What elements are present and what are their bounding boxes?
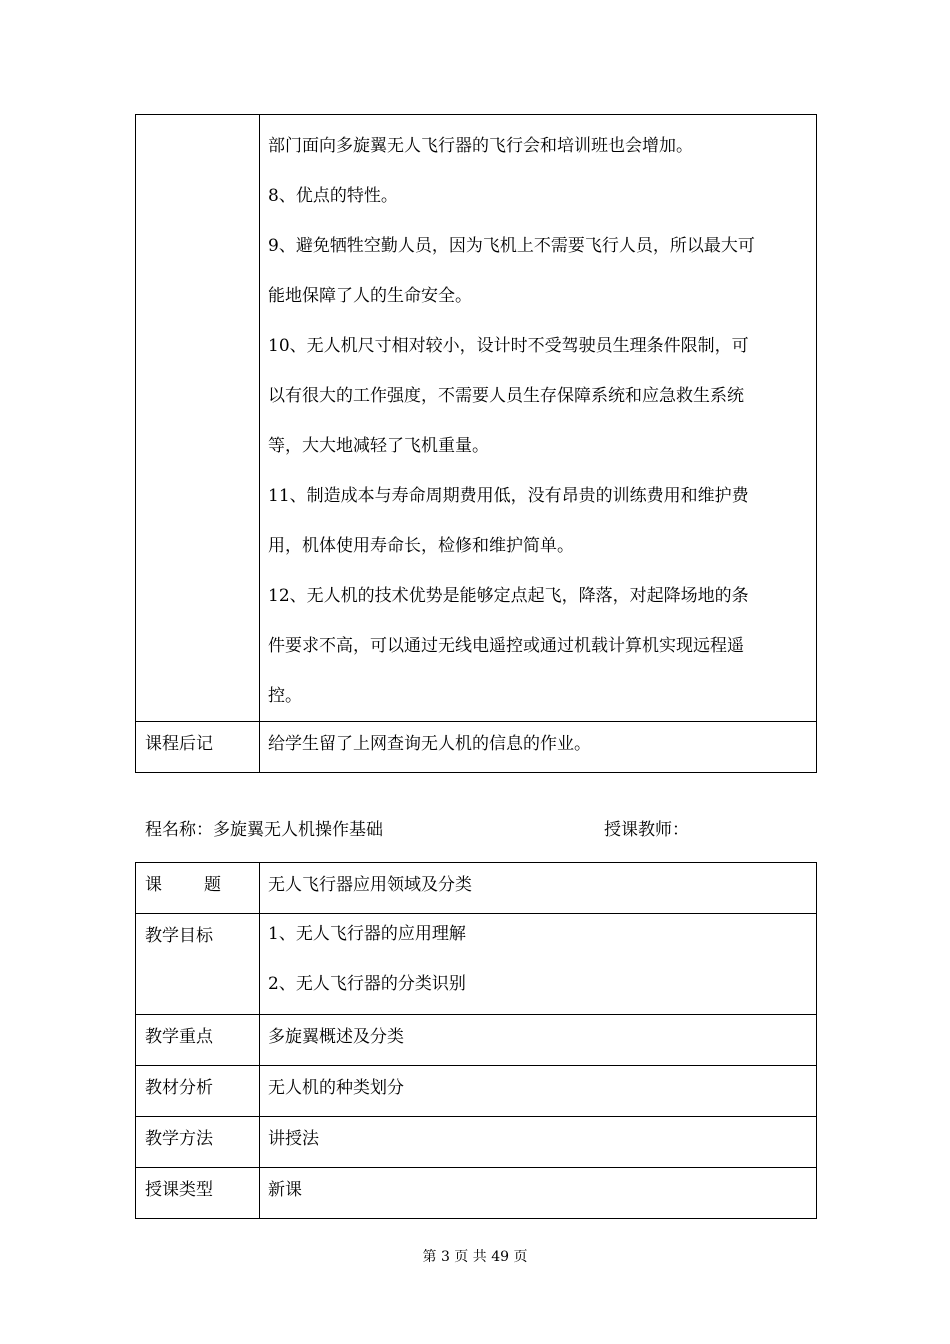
content-cell	[260, 115, 817, 722]
content-line: 8、优点的特性。	[268, 186, 398, 206]
analysis-value: 无人机的种类划分	[260, 1066, 817, 1117]
table-row	[136, 1117, 817, 1168]
content-line: 12、无人机的技术优势是能够定点起飞，降落，对起降场地的条	[268, 586, 749, 606]
content-line: 部门面向多旋翼无人飞行器的飞行会和培训班也会增加。	[268, 136, 693, 156]
table-row	[136, 914, 817, 1015]
content-line: 用，机体使用寿命长，检修和维护简单。	[268, 536, 574, 556]
method-value: 讲授法	[260, 1117, 817, 1168]
teacher-label: 授课教师：	[604, 820, 689, 840]
goal-label: 教学目标	[136, 914, 260, 1015]
content-line: 能地保障了人的生命安全。	[268, 286, 472, 306]
type-value: 新课	[260, 1168, 817, 1219]
method-label: 教学方法	[136, 1117, 260, 1168]
content-line: 件要求不高，可以通过无线电遥控或通过机载计算机实现远程遥	[268, 636, 744, 656]
afterword-text: 给学生留了上网查询无人机的信息的作业。	[260, 722, 817, 773]
content-line: 控。	[268, 686, 302, 706]
goal-item: 1、无人飞行器的应用理解	[268, 924, 466, 944]
goal-value	[260, 914, 817, 1015]
topic-label-char: 题	[204, 875, 221, 895]
type-label: 授课类型	[136, 1168, 260, 1219]
page-number: 第 3 页 共 49 页	[422, 1249, 528, 1265]
afterword-label: 课程后记	[136, 722, 260, 773]
lesson-content-table	[135, 114, 817, 773]
goal-item: 2、无人飞行器的分类识别	[268, 974, 466, 994]
table-row	[136, 1168, 817, 1219]
content-line: 等，大大地减轻了飞机重量。	[268, 436, 489, 456]
empty-label-cell	[136, 115, 260, 722]
table-row	[136, 863, 817, 914]
content-line: 以有很大的工作强度，不需要人员生存保障系统和应急救生系统	[268, 386, 744, 406]
content-line: 10、无人机尺寸相对较小，设计时不受驾驶员生理条件限制，可	[268, 336, 749, 356]
topic-value: 无人飞行器应用领域及分类	[260, 863, 817, 914]
focus-value: 多旋翼概述及分类	[260, 1015, 817, 1066]
analysis-label: 教材分析	[136, 1066, 260, 1117]
table-row	[136, 1015, 817, 1066]
topic-label-char: 课	[145, 875, 162, 895]
lesson-plan-table	[135, 862, 817, 1219]
topic-label	[136, 863, 260, 914]
content-line: 11、制造成本与寿命周期费用低，没有昂贵的训练费用和维护费	[268, 486, 749, 506]
content-line: 9、避免牺牲空勤人员，因为飞机上不需要飞行人员，所以最大可	[268, 236, 755, 256]
course-name: 程名称：多旋翼无人机操作基础	[145, 820, 383, 840]
table-row	[136, 1066, 817, 1117]
focus-label: 教学重点	[136, 1015, 260, 1066]
